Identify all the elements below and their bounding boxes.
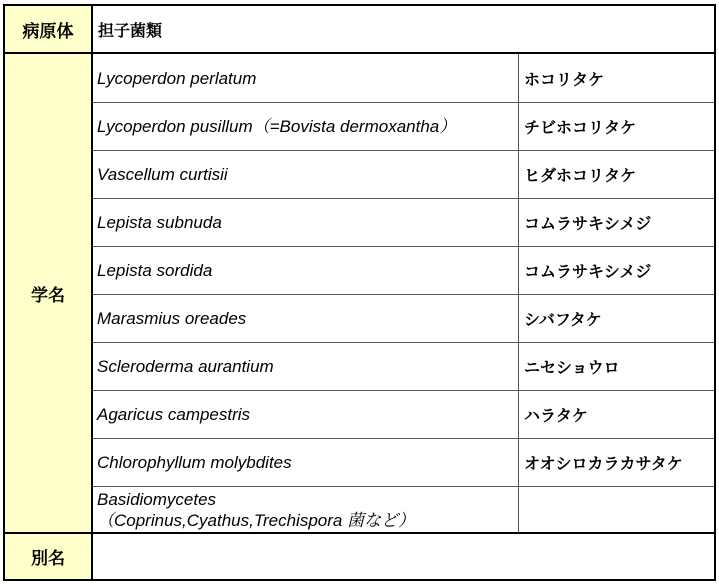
scientific-name: Agaricus campestris bbox=[97, 405, 251, 424]
japanese-name: コムラサキシメジ bbox=[524, 216, 652, 233]
alias-label bbox=[5, 534, 91, 579]
table-row-sci bbox=[93, 487, 518, 532]
scientific-name: Marasmius oreades bbox=[97, 309, 247, 328]
scientific-name: Lycoperdon perlatum bbox=[97, 68, 257, 88]
table-row-sci bbox=[93, 343, 518, 390]
japanese-name: シバフタケ bbox=[524, 312, 602, 329]
scientific-name: Lepista subnuda bbox=[97, 213, 222, 232]
alias-value bbox=[93, 534, 714, 579]
table-row-jp bbox=[519, 295, 714, 342]
table-row-sci bbox=[93, 295, 518, 342]
table-row-sci bbox=[93, 439, 518, 486]
table-row-sci bbox=[93, 391, 518, 438]
table-row-sci bbox=[93, 247, 518, 294]
scientific-name: Chlorophyllum molybdites bbox=[97, 453, 292, 472]
table-row-jp bbox=[519, 247, 714, 294]
table-row-jp bbox=[519, 343, 714, 390]
info-table bbox=[3, 4, 716, 581]
table-row-jp bbox=[519, 487, 714, 532]
japanese-name: ホコリタケ bbox=[524, 71, 605, 89]
table-row-jp bbox=[519, 391, 714, 438]
table-row-jp bbox=[519, 439, 714, 486]
scientific-name: Vascellum curtisii bbox=[97, 165, 228, 184]
table-row-jp bbox=[519, 199, 714, 246]
table-row-jp bbox=[519, 151, 714, 198]
alias-label-text: 別名 bbox=[31, 549, 65, 568]
table-row-sci bbox=[93, 103, 518, 150]
table-row-sci bbox=[93, 54, 518, 102]
scientific-name: Scleroderma aurantium bbox=[97, 357, 274, 376]
table-row-jp bbox=[519, 54, 714, 102]
japanese-name: ヒダホコリタケ bbox=[524, 168, 637, 185]
japanese-name: チビホコリタケ bbox=[524, 120, 637, 137]
scientific-name: Lycoperdon pusillum（=Bovista dermoxantha） bbox=[97, 117, 457, 136]
pathogen-label-text: 病原体 bbox=[22, 21, 74, 41]
scientific-name-label-text: 学名 bbox=[31, 285, 65, 305]
scientific-name-note: （Coprinus,Cyathus,Trechispora 菌など） bbox=[97, 510, 416, 530]
japanese-name: ハラタケ bbox=[524, 408, 588, 425]
pathogen-value-text: 担子菌類 bbox=[98, 22, 163, 40]
japanese-name: オオシロカラカサタケ bbox=[524, 456, 683, 473]
scientific-name-label bbox=[5, 54, 91, 532]
table-row-sci bbox=[93, 199, 518, 246]
japanese-name: ニセショウロ bbox=[524, 360, 620, 377]
table-row-sci bbox=[93, 151, 518, 198]
japanese-name: コムラサキシメジ bbox=[524, 264, 652, 281]
pathogen-label bbox=[5, 6, 91, 52]
table-row-jp bbox=[519, 103, 714, 150]
scientific-name: Basidiomycetes bbox=[97, 489, 217, 509]
scientific-name: Lepista sordida bbox=[97, 261, 213, 280]
pathogen-value bbox=[93, 6, 714, 52]
